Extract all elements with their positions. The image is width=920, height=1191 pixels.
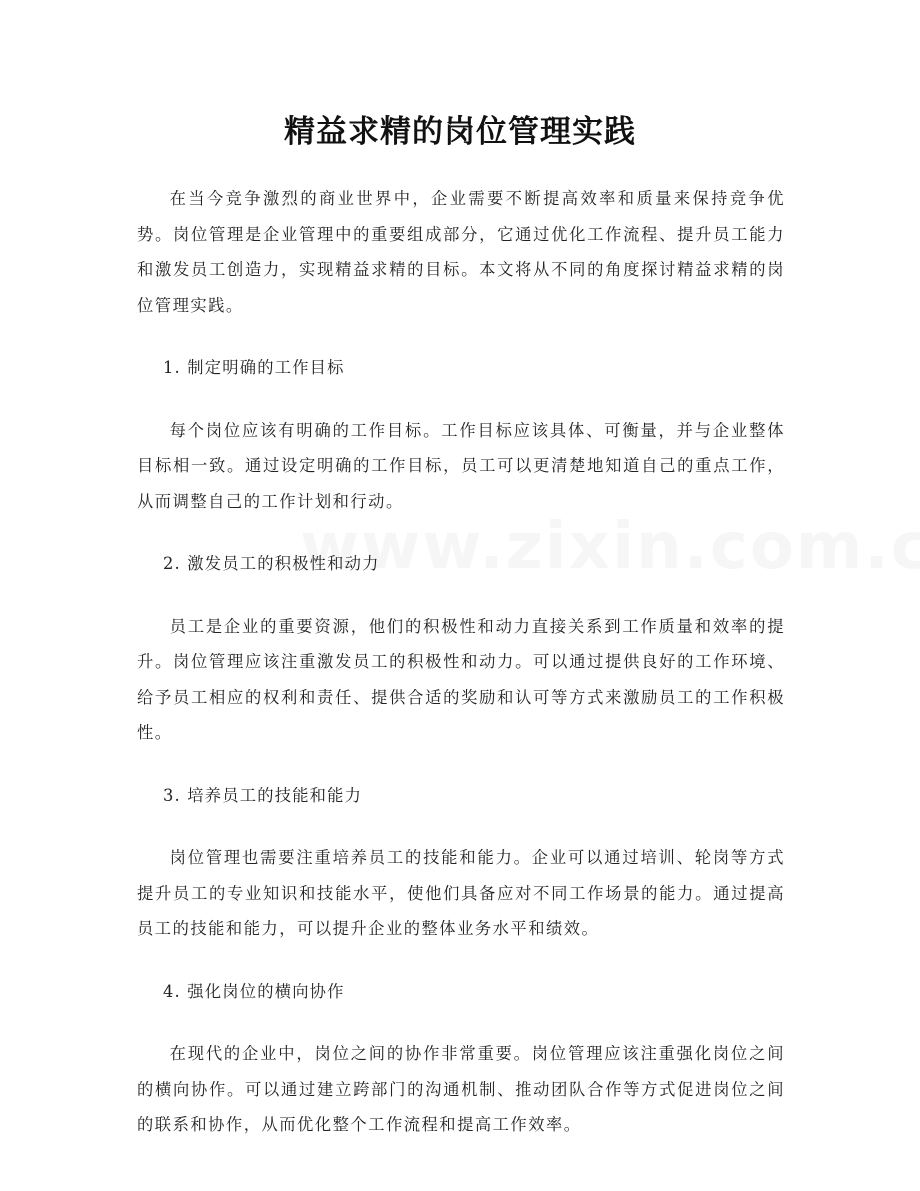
document-body <box>137 181 785 1170</box>
section-paragraph-3: 岗位管理也需要注重培养员工的技能和能力。企业可以通过培训、轮岗等方式提升员工的专业知识和技能水平，使他们具备应对不同工作场景的能力。通过提高员工的技能和能力，可以提升企业的整体业务水平和绩效。 <box>137 848 785 938</box>
section-paragraph-4: 在现代的企业中，岗位之间的协作非常重要。岗位管理应该注重强化岗位之间的横向协作。可以通过建立跨部门的沟通机制、推动团队合作等方式促进岗位之间的联系和协作，从而优化整个工作流程和提高工作效率。 <box>137 1044 785 1134</box>
section-heading-3: 3. 培养员工的技能和能力 <box>163 785 363 805</box>
section-heading-2: 2. 激发员工的积极性和动力 <box>163 554 380 573</box>
section-paragraph-1: 每个岗位应该有明确的工作目标。工作目标应该具体、可衡量，并与企业整体目标相一致。通过设定明确的工作目标，员工可以更清楚地知道自己的重点工作，从而调整自己的工作计划和行动。 <box>137 420 785 511</box>
section-heading-1: 1. 制定明确的工作目标 <box>163 358 345 377</box>
section-heading-4: 4. 强化岗位的横向协作 <box>163 981 345 1001</box>
section-paragraph-2: 员工是企业的重要资源，他们的积极性和动力直接关系到工作质量和效率的提升。岗位管理应该注重激发员工的积极性和动力。可以通过提供良好的工作环境、给予员工相应的权利和责任、提供合适的奖励和认可等方式来激励员工的工作积极性。 <box>137 616 785 742</box>
document-title: 精益求精的岗位管理实践 <box>284 114 636 150</box>
intro-paragraph: 在当今竞争激烈的商业世界中，企业需要不断提高效率和质量来保持竞争优势。岗位管理是企业管理中的重要组成部分，它通过优化工作流程、提升员工能力和激发员工创造力，实现精益求精的目标。本文将从不同的角度探讨精益求精的岗位管理实践。 <box>137 189 785 315</box>
